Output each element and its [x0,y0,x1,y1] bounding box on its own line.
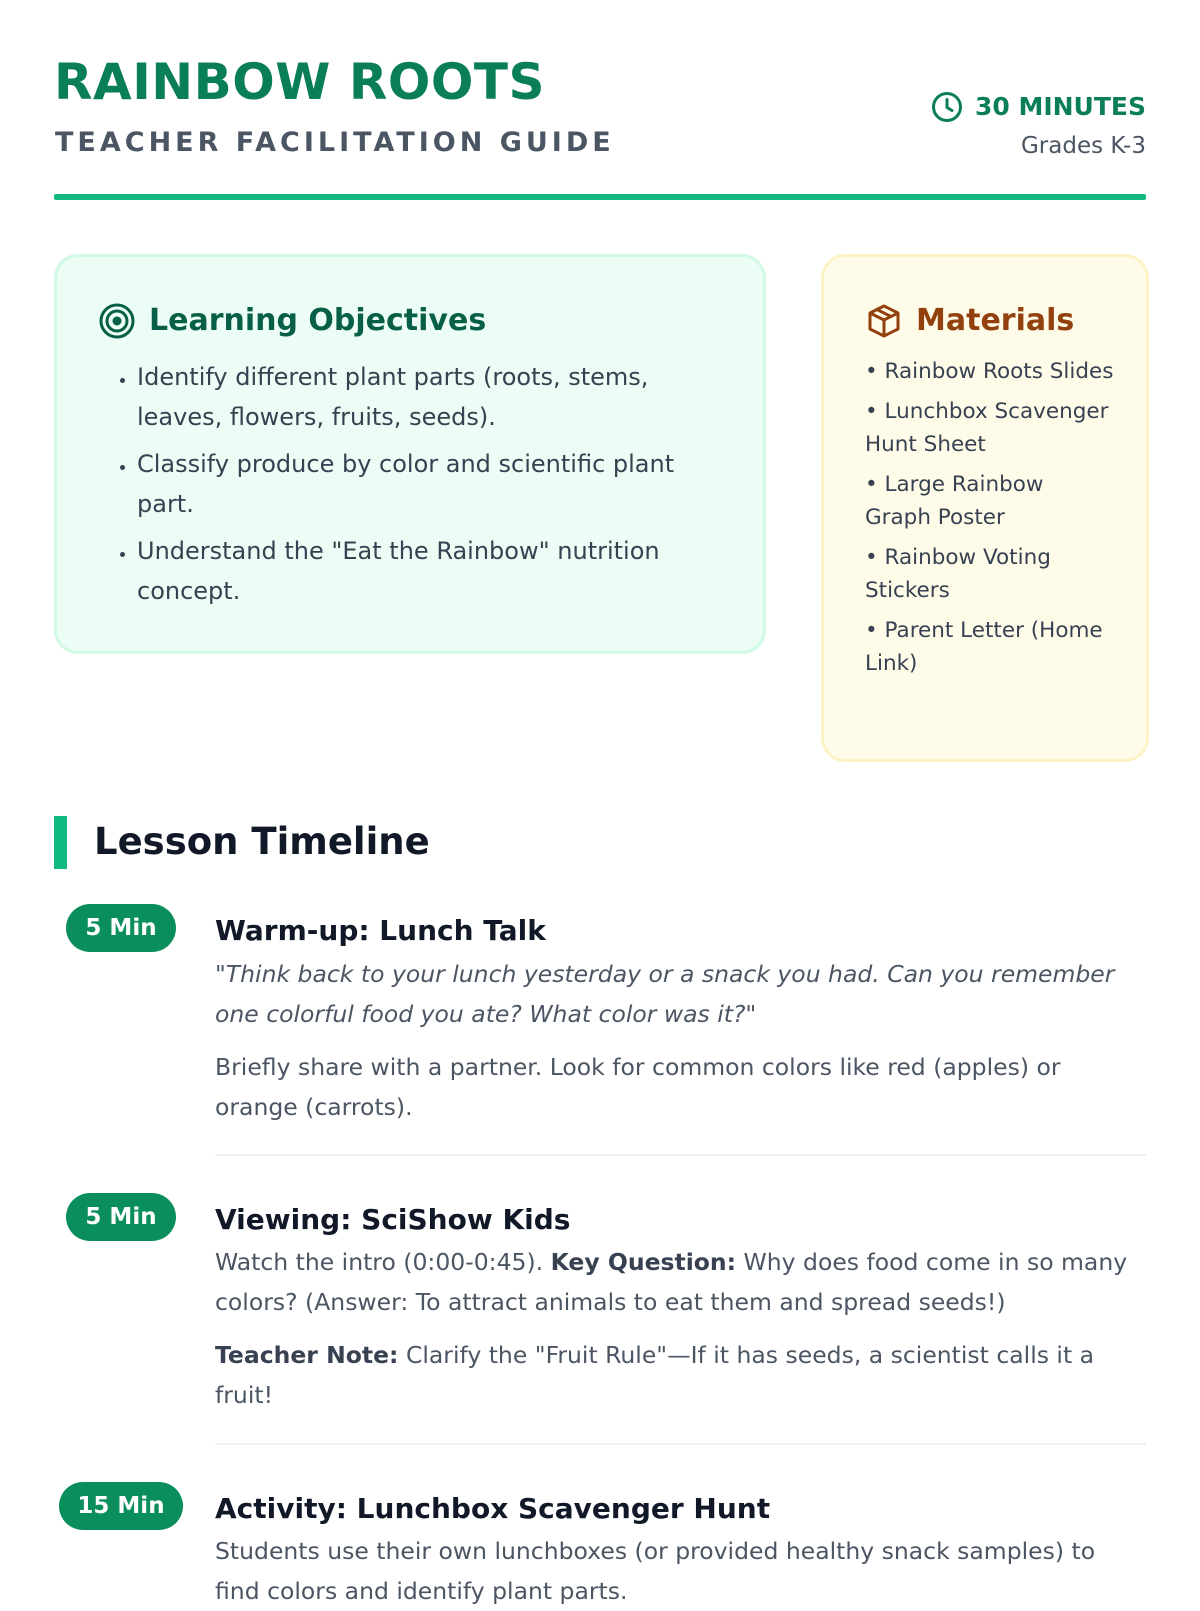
materials-card [821,254,1149,762]
material-item: • Rainbow Roots Slides [865,359,1114,384]
materials-title: Materials [916,303,1075,338]
materials-list [865,355,1115,687]
material-item: • Rainbow Voting Stickers [865,545,1051,603]
step-description: Students use their own lunchboxes (or provided healthy snack samples) to find colors and identify plant parts. [215,1537,1096,1605]
step-duration-badge: 5 Min [66,904,176,952]
objectives-title: Learning Objectives [149,303,487,338]
objective-item: • Understand the "Eat the Rainbow" nutrition concept. [137,531,737,611]
step-title: Viewing: SciShow Kids [215,1203,571,1236]
step-duration-badge: 15 Min [59,1482,183,1530]
clock-icon [931,91,963,123]
header-divider [54,194,1146,200]
step-duration-badge: 5 Min [66,1193,176,1241]
grade-level: Grades K-3 [1020,133,1146,159]
step-title: Warm-up: Lunch Talk [215,914,546,947]
duration-text: 30 MINUTES [974,92,1146,121]
guide-title: RAINBOW ROOTS [54,53,545,111]
step-description: Briefly share with a partner. Look for common colors like red (apples) or orange (carrots). [215,1053,1061,1121]
duration-label [931,90,1146,124]
step-title: Activity: Lunchbox Scavenger Hunt [215,1492,771,1525]
key-question-label: Key Question: [550,1248,737,1276]
key-question-text: Why does food come in so many colors? (Answer: To attract animals to eat them and spread seeds!) [215,1248,1128,1316]
learning-objectives-card [54,254,766,654]
box-icon [866,303,902,339]
material-item: • Parent Letter (Home Link) [865,618,1103,676]
step-divider [215,1443,1146,1445]
step-quote: "Think back to your lunch yesterday or a snack you had. Can you remember one colorful food you ate? What color was it?" [215,960,1115,1028]
material-item: • Lunchbox Scavenger Hunt Sheet [865,399,1109,457]
objectives-list [99,357,737,618]
target-icon [99,303,135,339]
teacher-note [215,1335,1135,1415]
guide-subtitle: TEACHER FACILITATION GUIDE [55,127,615,158]
timeline-heading: Lesson Timeline [94,820,430,863]
material-item: • Large Rainbow Graph Poster [865,472,1044,530]
timeline-accent-bar [54,816,67,869]
teacher-note-text: Clarify the "Fruit Rule"—If it has seeds, a scientist calls it a fruit! [215,1341,1095,1409]
step-description [215,1242,1135,1322]
objective-item: • Identify different plant parts (roots, stems, leaves, flowers, fruits, seeds). [137,357,737,437]
objective-item: • Classify produce by color and scientific plant part. [137,444,737,524]
teacher-note-label: Teacher Note: [215,1341,399,1369]
step-divider [215,1154,1146,1156]
materials-heading [866,301,1074,341]
objectives-heading [99,301,486,341]
step-text-intro: Watch the intro (0:00-0:45). [215,1248,544,1276]
